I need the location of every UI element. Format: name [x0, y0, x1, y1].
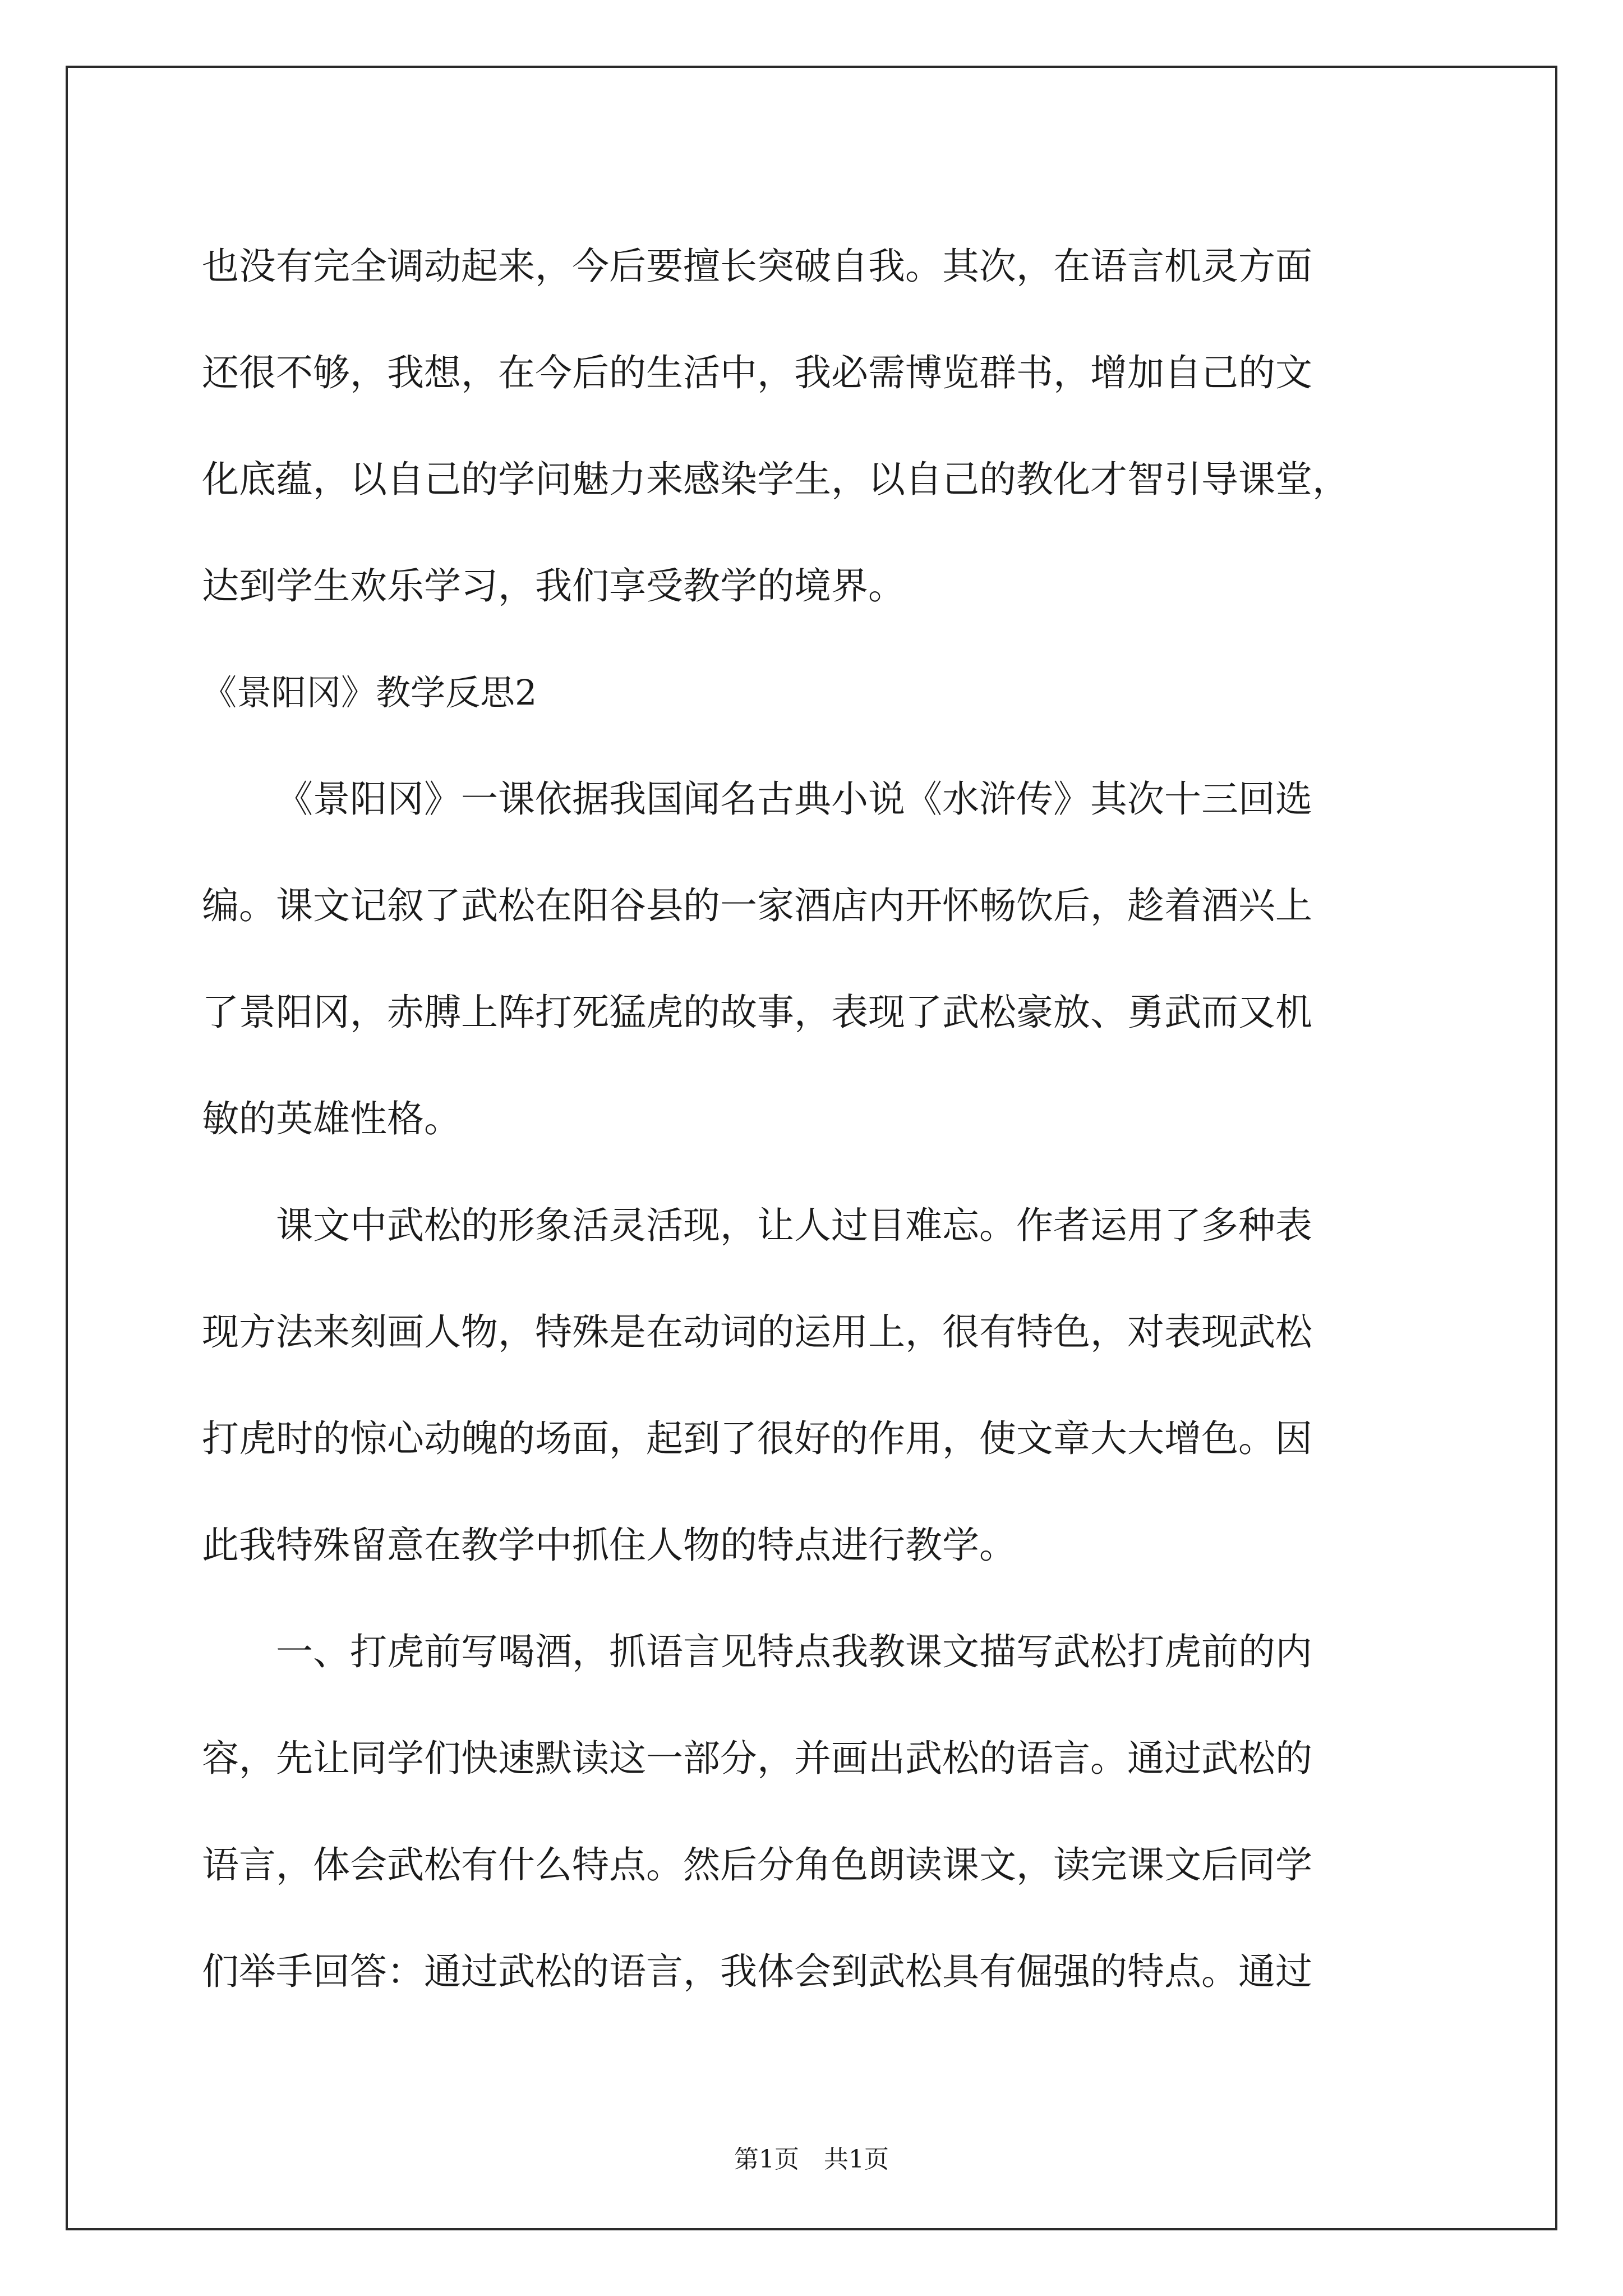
page-footer: 第1页 共1页	[734, 2145, 889, 2174]
text-line: 语言，体会武松有什么特点。然后分角色朗读课文，读完课文后同学	[202, 1843, 1312, 1887]
text-line: 打虎时的惊心动魄的场面，起到了很好的作用，使文章大大增色。因	[202, 1417, 1312, 1460]
paragraph-first-line: 课文中武松的形象活灵活现，让人过目难忘。作者运用了多种表	[276, 1204, 1312, 1247]
paragraph-first-line: 《景阳冈》一课依据我国闻名古典小说《水浒传》其次十三回选	[276, 777, 1312, 821]
text-line: 此我特殊留意在教学中抓住人物的特点进行教学。	[202, 1524, 1016, 1567]
text-line: 还很不够，我想，在今后的生活中，我必需博览群书，增加自己的文	[202, 351, 1312, 394]
text-line: 也没有完全调动起来，今后要擅长突破自我。其次，在语言机灵方面	[202, 245, 1312, 288]
section-heading: 《景阳冈》教学反思2	[202, 672, 537, 713]
text-line: 敏的英雄性格。	[202, 1097, 461, 1140]
text-line: 容，先让同学们快速默读这一部分，并画出武松的语言。通过武松的	[202, 1737, 1312, 1780]
text-line: 编。课文记叙了武松在阳谷县的一家酒店内开怀畅饮后，趁着酒兴上	[202, 884, 1312, 927]
text-line: 了景阳冈，赤膊上阵打死猛虎的故事，表现了武松豪放、勇武而又机	[202, 991, 1312, 1034]
text-line: 达到学生欢乐学习，我们享受教学的境界。	[202, 564, 905, 608]
document-body	[202, 213, 1424, 2025]
text-line: 化底蕴，以自己的学问魅力来感染学生，以自己的教化才智引导课堂，	[202, 458, 1349, 501]
text-line: 现方法来刻画人物，特殊是在动词的运用上，很有特色，对表现武松	[202, 1310, 1312, 1354]
text-line: 们举手回答：通过武松的语言，我体会到武松具有倔强的特点。通过	[202, 1950, 1312, 1993]
paragraph-first-line: 一、打虎前写喝酒，抓语言见特点我教课文描写武松打虎前的内	[276, 1630, 1312, 1673]
